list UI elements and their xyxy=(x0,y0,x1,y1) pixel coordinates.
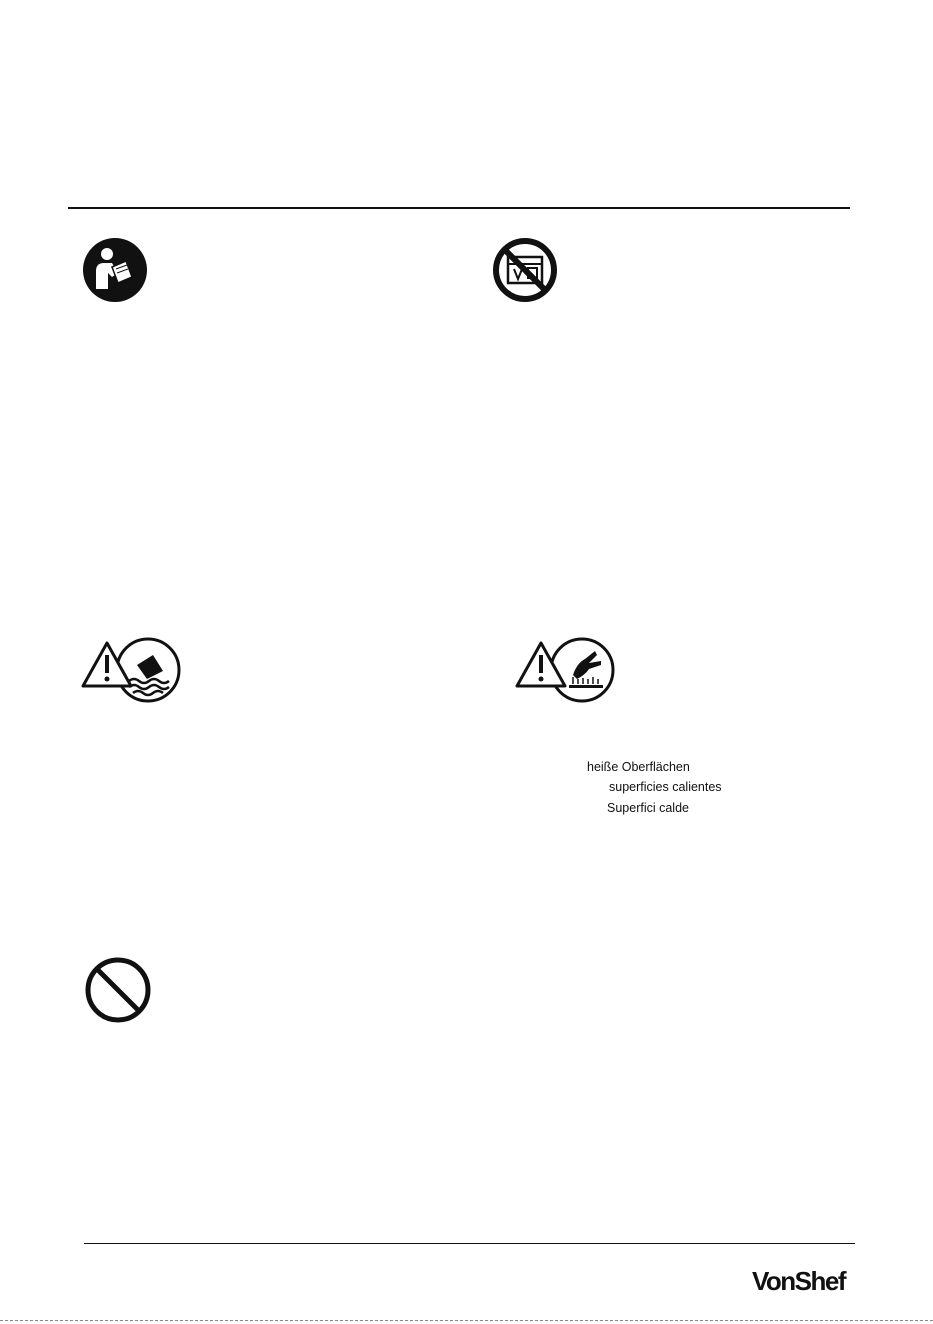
no-immerse-warning-icon xyxy=(81,637,183,703)
no-dishwasher-icon xyxy=(492,237,558,303)
prohibition-icon xyxy=(84,956,152,1024)
hot-surface-label-it: Superfici calde xyxy=(607,801,689,815)
read-manual-icon xyxy=(82,237,148,303)
hot-surface-label-es: superficies calientes xyxy=(609,780,722,794)
hot-surface-label-de: heiße Oberflächen xyxy=(587,760,690,774)
footer-rule xyxy=(84,1243,855,1244)
page-edge-line xyxy=(0,1320,933,1321)
brand-logo: VonShef xyxy=(752,1266,846,1296)
hot-surface-warning-icon xyxy=(515,637,617,703)
header-rule xyxy=(68,207,850,209)
